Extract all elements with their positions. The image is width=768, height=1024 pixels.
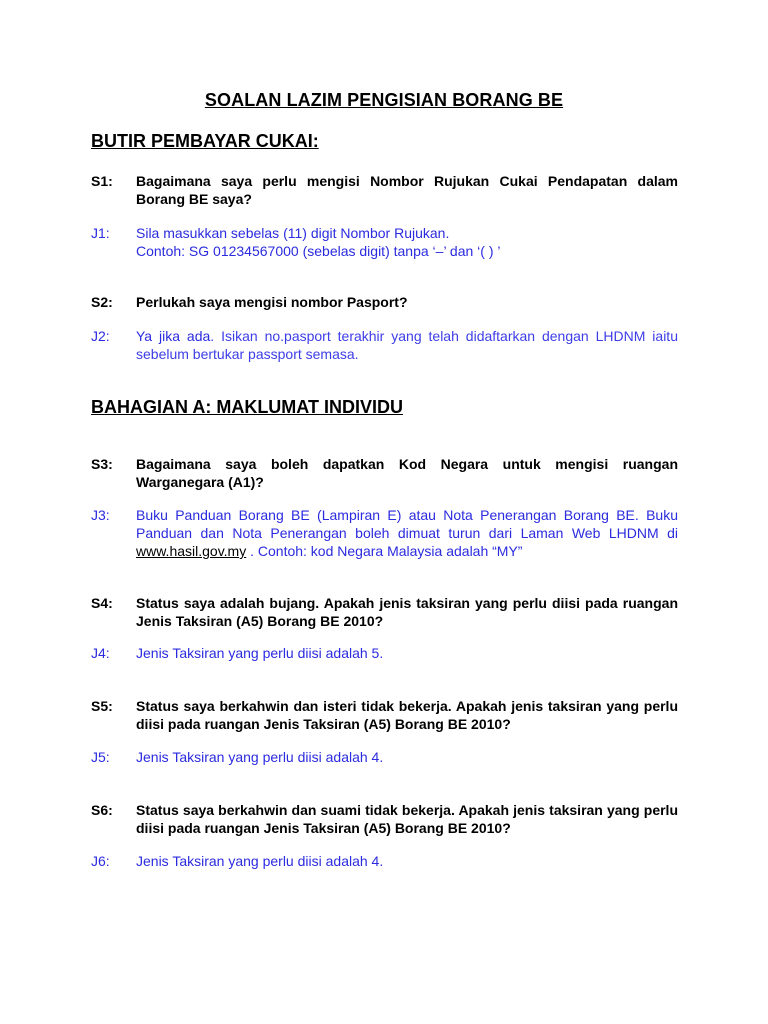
answer-text-before-link: Buku Panduan Borang BE (Lampiran E) atau Nota Penerangan Borang BE. Buku Panduan dan Nota Penerangan boleh dimuat turun dari Laman Web LHDNM di — [136, 507, 678, 541]
question-code: S5: — [91, 698, 113, 714]
question-code: S4: — [91, 595, 113, 611]
question-text: Bagaimana saya boleh dapatkan Kod Negara untuk mengisi ruangan Warganegara (A1)? — [136, 456, 678, 490]
question-s5 — [91, 697, 678, 733]
answer-text: Jenis Taksiran yang perlu diisi adalah 4. — [136, 853, 384, 869]
answer-line: Contoh: SG 01234567000 (sebelas digit) tanpa ‘–’ dan ‘( ) ’ — [136, 243, 501, 259]
answer-code: J5: — [91, 749, 110, 765]
answer-text: Jenis Taksiran yang perlu diisi adalah 5. — [136, 645, 384, 661]
section-heading-butir-pembayar-cukai: BUTIR PEMBAYAR CUKAI: — [91, 131, 319, 151]
question-text: Status saya berkahwin dan suami tidak bekerja. Apakah jenis taksiran yang perlu diisi pada ruangan Jenis Taksiran (A5) Borang BE 2010? — [136, 802, 678, 836]
question-code: S6: — [91, 802, 113, 818]
question-text: Status saya berkahwin dan isteri tidak bekerja. Apakah jenis taksiran yang perlu diisi pada ruangan Jenis Taksiran (A5) Borang BE 2010? — [136, 698, 678, 732]
question-s6 — [91, 801, 678, 837]
answer-rest: . Isikan no.pasport terakhir yang telah didaftarkan dengan LHDNM iaitu sebelum bertukar passport semasa. — [136, 328, 678, 362]
answer-text — [136, 224, 678, 260]
section-heading-bahagian-a: BAHAGIAN A: MAKLUMAT INDIVIDU — [91, 397, 403, 417]
page-title: SOALAN LAZIM PENGISIAN BORANG BE — [204, 90, 564, 110]
question-code: S2: — [91, 294, 113, 310]
answer-text-after-link: . Contoh: kod Negara Malaysia adalah “MY” — [246, 543, 523, 559]
answer-code: J4: — [91, 645, 110, 661]
answer-text — [136, 327, 678, 363]
question-s2 — [91, 293, 678, 311]
answer-code: J1: — [91, 225, 110, 241]
answer-j6 — [91, 852, 678, 870]
answer-j2 — [91, 327, 678, 363]
website-link[interactable]: www.hasil.gov.my — [136, 543, 247, 559]
answer-code: J6: — [91, 853, 110, 869]
answer-j4 — [91, 644, 678, 662]
question-text: Bagaimana saya perlu mengisi Nombor Rujukan Cukai Pendapatan dalam Borang BE saya? — [136, 173, 678, 207]
question-code: S1: — [91, 173, 113, 189]
question-text: Status saya adalah bujang. Apakah jenis taksiran yang perlu diisi pada ruangan Jenis Taksiran (A5) Borang BE 2010? — [136, 595, 678, 629]
question-s4 — [91, 594, 678, 630]
question-text: Perlukah saya mengisi nombor Pasport? — [136, 294, 408, 310]
answer-j3 — [91, 506, 678, 560]
answer-j5 — [91, 748, 678, 766]
answer-code: J3: — [91, 507, 110, 523]
answer-text — [136, 506, 678, 560]
answer-line: Sila masukkan sebelas (11) digit Nombor Rujukan. — [136, 225, 450, 241]
question-s1 — [91, 172, 678, 208]
answer-j1 — [91, 224, 678, 260]
question-s3 — [91, 455, 678, 491]
answer-code: J2: — [91, 328, 110, 344]
answer-lead: Ya jika ada — [136, 328, 211, 344]
question-code: S3: — [91, 456, 113, 472]
answer-text: Jenis Taksiran yang perlu diisi adalah 4. — [136, 749, 384, 765]
